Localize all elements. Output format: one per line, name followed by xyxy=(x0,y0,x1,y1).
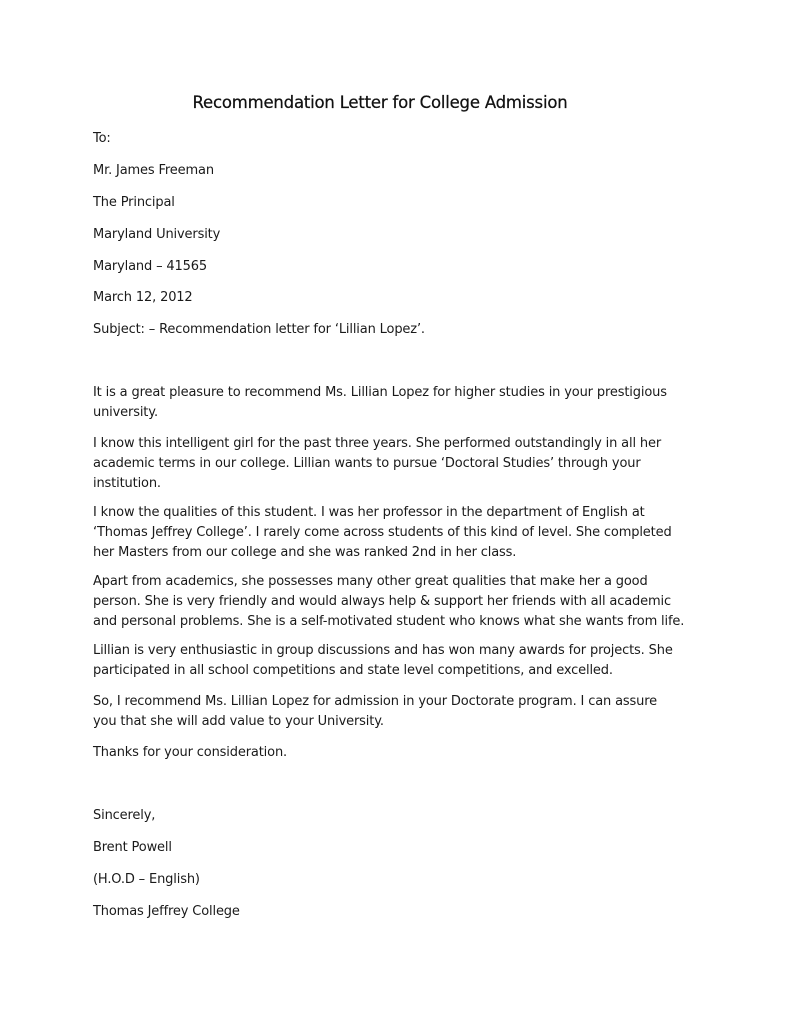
to-label: To: xyxy=(93,131,111,146)
body-paragraph xyxy=(93,434,693,494)
paragraph-line: university. xyxy=(93,405,158,420)
paragraph-line: Lillian is very enthusiastic in group discussions and has won many awards for projects. She xyxy=(93,643,673,658)
closing-salutation: Sincerely, xyxy=(93,808,156,823)
body-paragraph xyxy=(93,572,693,632)
body-paragraph xyxy=(93,503,693,563)
signer-institution: Thomas Jeffrey College xyxy=(93,904,240,919)
recipient-title: The Principal xyxy=(93,195,175,210)
paragraph-line: Thanks for your consideration. xyxy=(93,745,288,760)
body-paragraph xyxy=(93,641,693,681)
body-paragraph xyxy=(93,692,693,732)
paragraph-line: person. She is very friendly and would always help & support her friends with all academic xyxy=(93,594,671,609)
paragraph-line: I know the qualities of this student. I was her professor in the department of English at xyxy=(93,505,645,520)
signer-title: (H.O.D – English) xyxy=(93,872,200,887)
paragraph-line: and personal problems. She is a self-motivated student who knows what she wants from life. xyxy=(93,614,685,629)
letter-title: Recommendation Letter for College Admission xyxy=(192,93,568,112)
recipient-institution: Maryland University xyxy=(93,227,221,242)
paragraph-line: participated in all school competitions and state level competitions, and excelled. xyxy=(93,663,613,678)
body-paragraph xyxy=(93,743,693,763)
signer-name: Brent Powell xyxy=(93,840,172,855)
paragraph-line: I know this intelligent girl for the past three years. She performed outstandingly in all her xyxy=(93,436,662,451)
paragraph-line: you that she will add value to your University. xyxy=(93,714,384,729)
paragraph-line: Apart from academics, she possesses many other great qualities that make her a good xyxy=(93,574,648,589)
paragraph-line: ‘Thomas Jeffrey College’. I rarely come across students of this kind of level. She completed xyxy=(93,525,672,540)
paragraph-line: It is a great pleasure to recommend Ms. Lillian Lopez for higher studies in your prestigious xyxy=(93,385,667,400)
paragraph-line: So, I recommend Ms. Lillian Lopez for admission in your Doctorate program. I can assure xyxy=(93,694,657,709)
letter-subject: Subject: – Recommendation letter for ‘Lillian Lopez’. xyxy=(93,322,425,337)
body-paragraph xyxy=(93,383,693,423)
paragraph-line: institution. xyxy=(93,476,161,491)
paragraph-line: her Masters from our college and she was ranked 2nd in her class. xyxy=(93,545,517,560)
letter-date: March 12, 2012 xyxy=(93,290,193,305)
paragraph-line: academic terms in our college. Lillian wants to pursue ‘Doctoral Studies’ through your xyxy=(93,456,641,471)
recipient-address: Maryland – 41565 xyxy=(93,259,208,274)
recipient-name: Mr. James Freeman xyxy=(93,163,214,178)
